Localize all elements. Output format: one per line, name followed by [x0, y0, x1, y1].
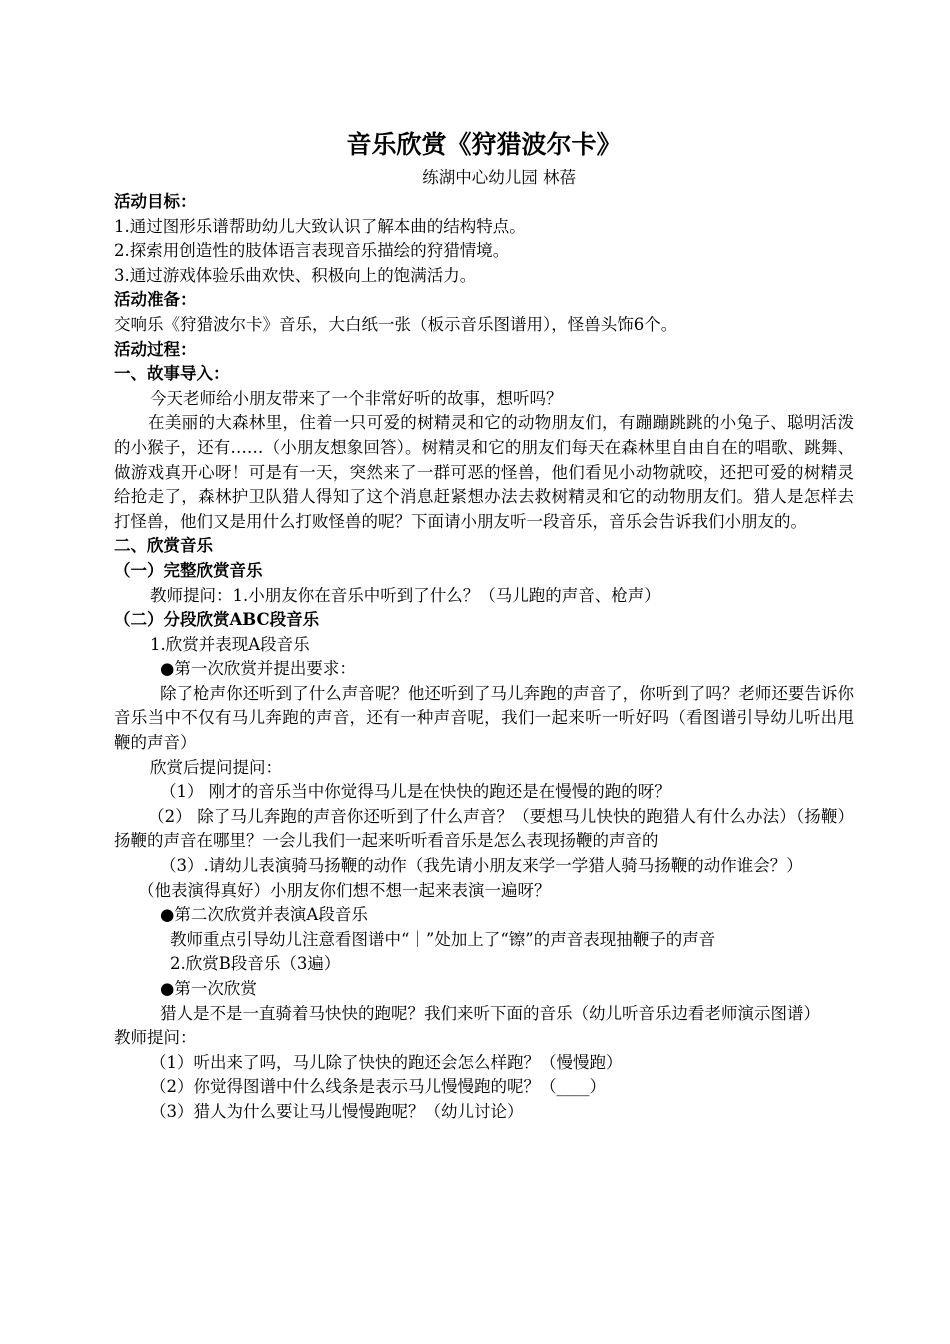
section-1-heading: 一、故事导入：	[114, 364, 230, 384]
story-intro-line: 今天老师给小朋友带来了一个非常好听的故事，想听吗？	[150, 388, 563, 408]
goal-item: 3.通过游戏体验乐曲欢快、积极向上的饱满活力。	[114, 265, 477, 285]
prep-text: 交响乐《狩猎波尔卡》音乐，大白纸一张（板示音乐图谱用），怪兽头饰6个。	[114, 314, 678, 334]
part-b-question-3: （3）猎人为什么要让马儿慢慢跑呢？（幼儿讨论）	[150, 1101, 524, 1121]
prep-heading: 活动准备：	[114, 290, 197, 310]
part-a-first-text: 除了枪声你还听到了什么声音呢？他还听到了马儿奔跑的声音了，你听到了吗？老师还要告诉你音乐当中不仅有马儿奔跑的声音，还有一种声音呢，我们一起来听一听好吗（看图谱引导幼儿听出甩鞭的声音）	[114, 683, 854, 753]
goal-item: 1.通过图形乐谱帮助幼儿大致认识了解本曲的结构特点。	[114, 216, 526, 236]
part-a-question-2: （2） 除了马儿奔跑的声音你还听到了什么声音？（要想马儿快快的跑猎人有什么办法）（扬鞭）扬鞭的声音在哪里？一会儿我们一起来听听看音乐是怎么表现扬鞭的声音的	[114, 806, 854, 851]
part-a-first-listen: ●第一次欣赏并提出要求：	[160, 659, 356, 679]
process-heading: 活动过程：	[114, 339, 197, 359]
goals-heading: 活动目标：	[114, 192, 197, 211]
part-b-first-text: 猎人是不是一直骑着马快快的跑呢？我们来听下面的音乐（幼儿听音乐边看老师演示图谱）	[160, 1003, 820, 1023]
part-a-question-1: （1） 刚才的音乐当中你觉得马儿是在快快的跑还是在慢慢的跑的呀？	[160, 782, 671, 802]
part-a-title: 1.欣赏并表现A段音乐	[150, 634, 310, 654]
goal-item: 2.探索用创造性的肢体语言表现音乐描绘的狩猎情境。	[114, 241, 510, 261]
part-a-question-3: （3）.请幼儿表演骑马扬鞭的动作（我先请小朋友来学一学猎人骑马扬鞭的动作谁会？）	[160, 856, 803, 876]
story-paragraph: 在美丽的大森林里，住着一只可爱的树精灵和它的动物朋友们，有蹦蹦跳跳的小兔子、聪明活泼的小猴子，还有……（小朋友想象回答）。树精灵和它的朋友们每天在森林里自由自在的唱歌、跳舞、做游戏真开心呀！可是有一天，突然来了一群可恶的怪兽，他们看见小动物就咬，还把可爱的树精灵给抢走了，森林护卫队猎人得知了这个消息赶紧想办法去救树精灵和它的动物朋友们。猎人是怎样去打怪兽，他们又是用什么打败怪兽的呢？下面请小朋友听一段音乐，音乐会告诉我们小朋友的。	[114, 413, 854, 531]
part-a-question-3-followup: （他表演得真好）小朋友你们想不想一起来表演一遍呀？	[138, 880, 551, 900]
document-title: 音乐欣赏《狩猎波尔卡》	[346, 130, 622, 159]
document-page	[114, 128, 854, 1125]
part-b-question-2: （2）你觉得图谱中什么线条是表示马儿慢慢跑的呢？（____）	[150, 1077, 606, 1097]
section-2-1-heading: （一）完整欣赏音乐	[114, 560, 263, 580]
part-a-second-listen: ●第二次欣赏并表演A段音乐	[160, 905, 368, 925]
part-a-after-questions: 欣赏后提问提问：	[150, 757, 282, 777]
part-b-first-listen: ●第一次欣赏	[160, 979, 257, 998]
author-byline: 练湖中心幼儿园 林蓓	[422, 168, 576, 187]
part-b-title: 2.欣赏B段音乐（3遍）	[170, 954, 341, 974]
part-b-teacher-question: 教师提问：	[114, 1028, 197, 1048]
part-b-question-1: （1）听出来了吗，马儿除了快快的跑还会怎么样跑？（慢慢跑）	[150, 1052, 623, 1072]
section-2-heading: 二、欣赏音乐	[114, 536, 213, 556]
section-2-2-heading: （二）分段欣赏ABC段音乐	[114, 610, 320, 630]
teacher-question: 教师提问：1.小朋友你在音乐中听到了什么？（马儿跑的声音、枪声）	[150, 585, 661, 605]
part-a-second-text: 教师重点引导幼儿注意看图谱中“｜”处加上了“镲”的声音表现抽鞭子的声音	[170, 929, 716, 949]
